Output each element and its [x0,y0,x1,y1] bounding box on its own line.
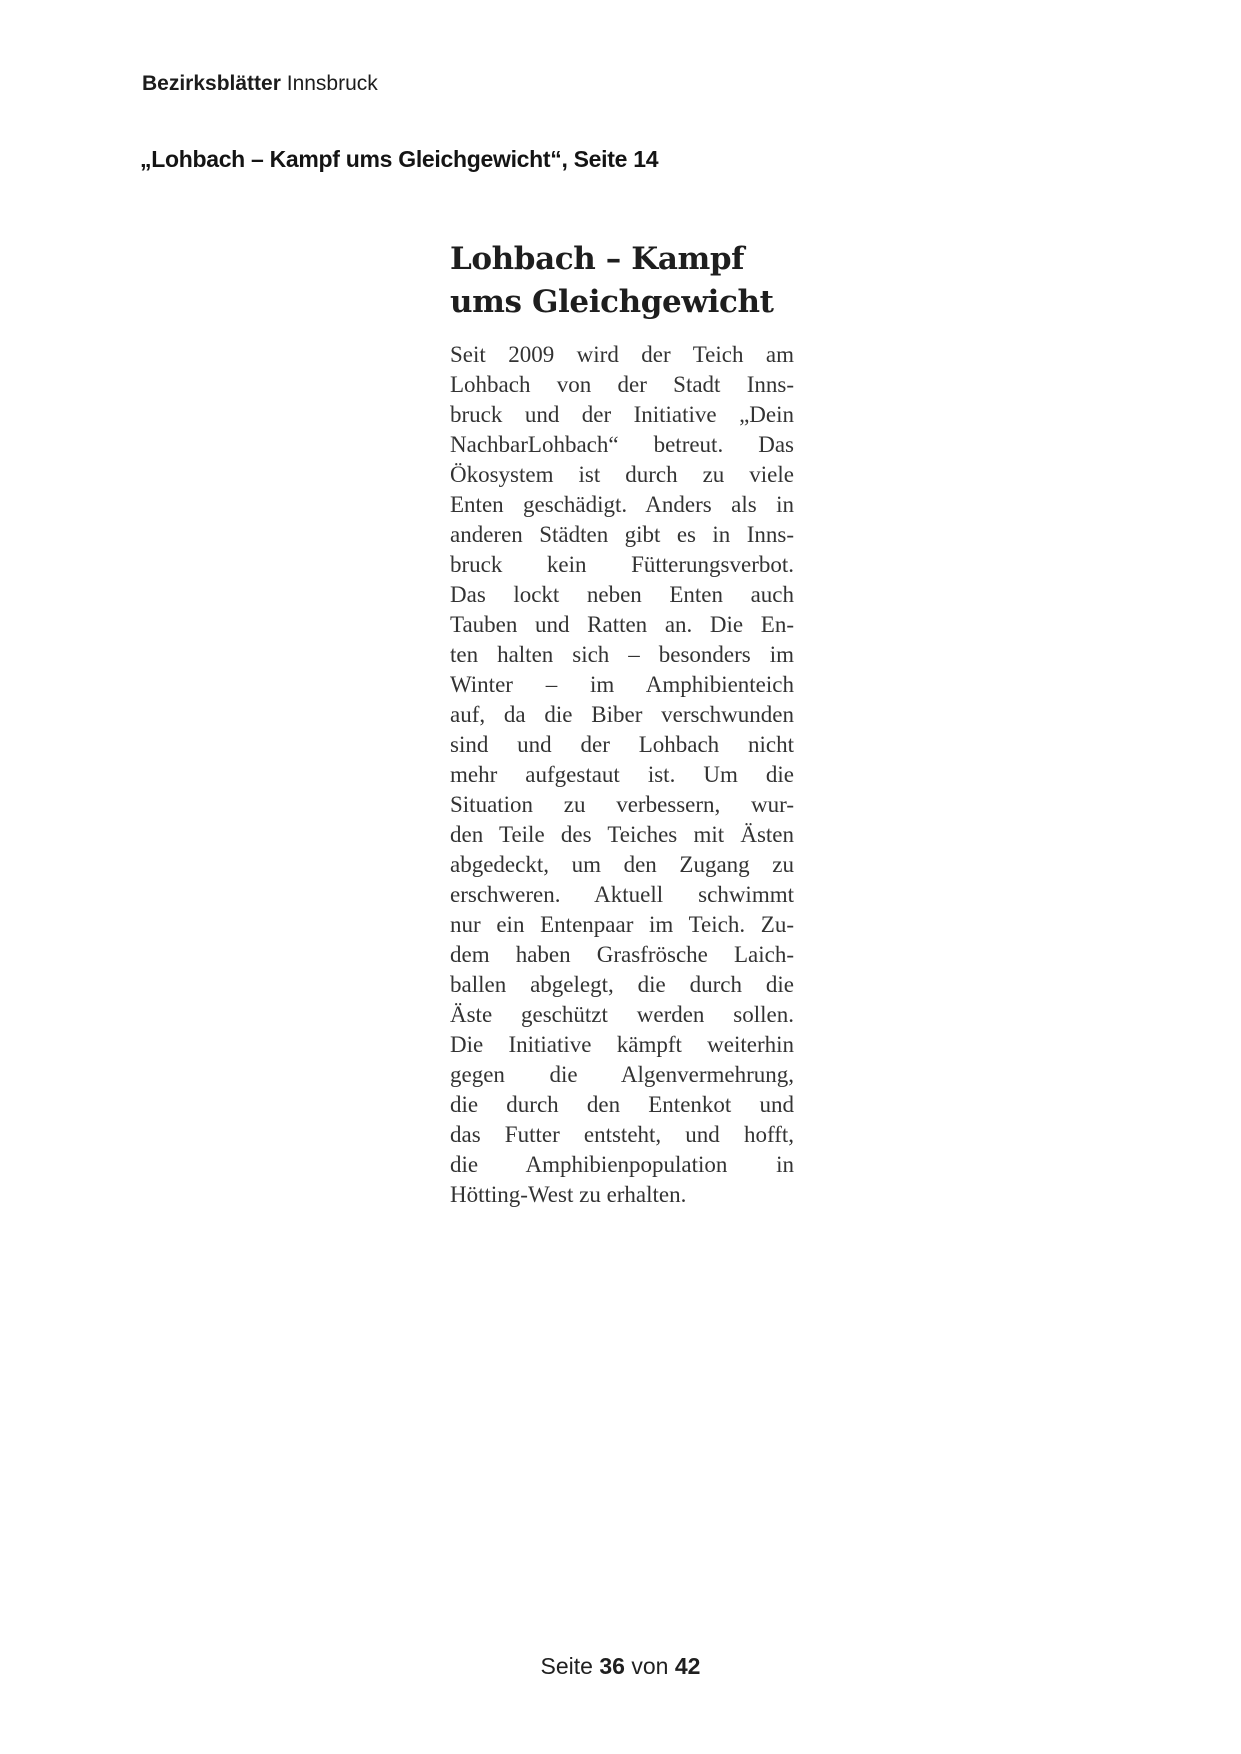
article-body-line: Enten geschädigt. Anders als in [450,492,794,517]
article-body-line: Lohbach von der Stadt Inns- [450,372,794,397]
article-body-line: erschweren. Aktuell schwimmt [450,882,794,907]
article-body-line: ballen abgelegt, die durch die [450,972,794,997]
article-body-line: Situation zu verbessern, wur- [450,792,794,817]
article-body-line: abgedeckt, um den Zugang zu [450,852,794,877]
article-body-line: dem haben Grasfrösche Laich- [450,942,794,967]
article-body-line: gegen die Algenvermehrung, [450,1062,794,1087]
article-body-line: anderen Städten gibt es in Inns- [450,522,794,547]
article-body-line: die Amphibienpopulation in [450,1152,794,1177]
article-body-line: bruck kein Fütterungsverbot. [450,552,794,577]
article-headline [450,238,794,324]
article-body-line: sind und der Lohbach nicht [450,732,794,757]
footer-total-pages: 42 [674,1653,701,1679]
article-headline-line: ums Gleichgewicht [450,284,774,320]
publication-name: Bezirksblätter [142,72,281,95]
article-body-line: Das lockt neben Enten auch [450,582,794,607]
clipping-title: „Lohbach – Kampf ums Gleichgewicht“, Seite 14 [140,146,659,172]
article-body-line: den Teile des Teiches mit Ästen [450,822,794,847]
article-body-line: mehr aufgestaut ist. Um die [450,762,794,787]
article-body-line: bruck und der Initiative „Dein [450,402,794,427]
footer-label-of: von [631,1653,669,1679]
page-footer [0,1653,1241,1680]
publication-header [142,72,378,96]
publication-edition: Innsbruck [286,72,378,95]
article-headline-line: Lohbach – Kampf [450,241,745,277]
article-body-line: Ökosystem ist durch zu viele [450,462,794,487]
article-clipping [450,238,794,1210]
article-body-line: nur ein Entenpaar im Teich. Zu- [450,912,794,937]
article-body-line: ten halten sich – besonders im [450,642,794,667]
footer-page-number: 36 [599,1653,625,1679]
article-body-line: Tauben und Ratten an. Die En- [450,612,794,637]
article-body-line: Äste geschützt werden sollen. [450,1002,794,1027]
article-body-line: Die Initiative kämpft weiterhin [450,1032,794,1057]
article-body [450,340,794,1210]
article-body-line: Hötting-West zu erhalten. [450,1182,687,1207]
article-body-line: die durch den Entenkot und [450,1092,794,1117]
article-body-line: Winter – im Amphibienteich [450,672,794,697]
footer-label-page: Seite [540,1653,593,1679]
article-body-line: auf, da die Biber verschwunden [450,702,794,727]
article-body-line: das Futter entsteht, und hofft, [450,1122,794,1147]
article-body-line: Seit 2009 wird der Teich am [450,342,794,367]
article-body-line: NachbarLohbach“ betreut. Das [450,432,794,457]
